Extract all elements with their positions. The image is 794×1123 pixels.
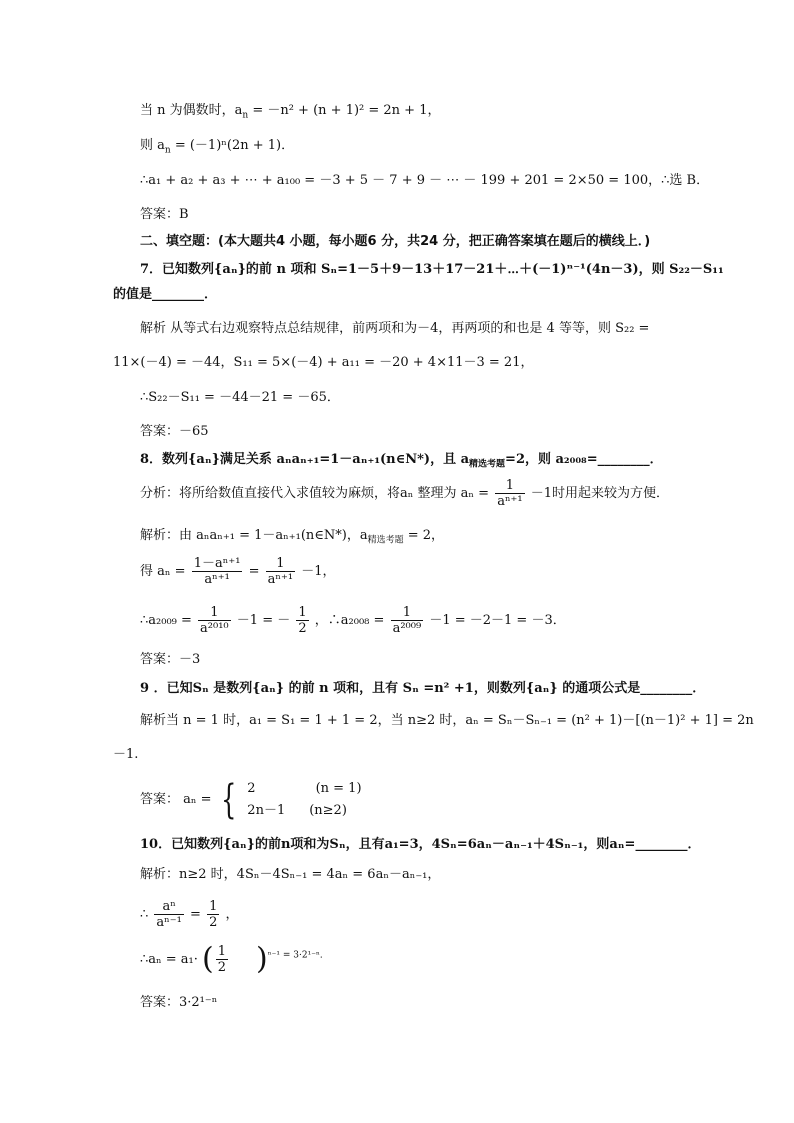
case-value: 2 — [247, 781, 256, 796]
denominator: aⁿ⁺¹ — [497, 494, 523, 509]
text-segment: aₙ = — [183, 792, 212, 807]
text-line — [140, 556, 335, 587]
fraction — [154, 899, 183, 930]
text-line: 11×(－4) = －44，S₁₁ = 5×(－4) + a₁₁ = －20 + 4×11－3 = 21， — [113, 355, 534, 370]
numerator: 1 — [217, 944, 227, 959]
text-line: 解析 从等式右边观察特点总结规律，前两项和为－4，再两项的和也是 4 等等，则 S₂₂ = — [140, 321, 650, 336]
case-row — [247, 800, 361, 822]
right-paren: ) — [256, 941, 268, 977]
text-segment: ， — [225, 907, 239, 922]
text-segment: = — [248, 564, 260, 579]
text-line: 解析当 n = 1 时，a₁ = S₁ = 1 + 1 = 2，当 n≥2 时，aₙ = Sₙ－Sₙ₋₁ = (n² + 1)－[(n－1)² + 1] = 2n — [140, 713, 754, 728]
case-value: 2n－1 — [247, 803, 286, 818]
text-line: －1. — [113, 747, 139, 762]
answer-line — [140, 778, 362, 822]
subscript: n — [242, 110, 249, 121]
text-segment: 当 n 为偶数时，a — [140, 103, 243, 118]
answer-line: 答案：B — [140, 207, 189, 222]
denominator: 2 — [209, 915, 218, 930]
fraction — [207, 899, 219, 930]
text-line — [140, 941, 329, 977]
fraction — [216, 944, 228, 975]
denominator: 2 — [217, 960, 227, 975]
denominator: aⁿ⁺¹ — [204, 572, 230, 587]
text-segment: 分析：将所给数值直接代入求值较为麻烦，将aₙ 整理为 aₙ = — [140, 486, 490, 501]
text-line — [140, 478, 669, 509]
text-segment: = — [190, 907, 201, 922]
text-segment: ∴aₙ = a₁· — [140, 952, 198, 967]
text-segment: 8．数列{aₙ}满足关系 aₙaₙ₊₁=1－aₙ₊₁(n∈N*)，且 a — [140, 452, 470, 467]
case-row — [247, 778, 361, 800]
denominator: aⁿ⁻¹ — [156, 915, 182, 930]
numerator: 1 — [198, 605, 231, 621]
denominator: a²⁰⁰⁹ — [392, 621, 422, 636]
text-segment: = －n² + (n + 1)² = 2n + 1， — [248, 103, 441, 118]
fraction — [495, 478, 524, 509]
fraction — [296, 605, 308, 636]
text-line: ∴S₂₂－S₁₁ = －44－21 = －65． — [140, 390, 340, 405]
denominator: aⁿ⁺¹ — [267, 572, 294, 587]
text-segment: ∴a₂₀₀₉ = — [140, 613, 192, 628]
numerator: 1 — [266, 556, 295, 572]
text-line: 解析：n≥2 时，4Sₙ－4Sₙ₋₁ = 4aₙ = 6aₙ－aₙ₋₁， — [140, 867, 441, 882]
fraction — [391, 605, 424, 636]
text-segment: 解析：由 aₙaₙ₊₁ = 1－aₙ₊₁(n∈N*)，a — [140, 528, 368, 543]
answer-line: 答案：－65 — [140, 424, 209, 439]
fraction — [266, 556, 295, 587]
subscript: 精选考题 — [469, 459, 506, 470]
text-line — [140, 605, 566, 636]
numerator: 1 — [391, 605, 424, 621]
question-7: 7．已知数列{aₙ}的前 n 项和 Sₙ=1－5＋9－13＋17－21＋⋯＋(－1)ⁿ⁻¹(4n－3)，则 S₂₂－S₁₁ — [140, 262, 724, 277]
text-segment: ∴ — [140, 907, 149, 922]
text-line — [140, 137, 294, 160]
left-brace: { — [220, 777, 237, 823]
numerator: 1 — [495, 478, 524, 494]
text-segment: =2，则 a₂₀₀₈=________． — [505, 452, 663, 467]
numerator: 1 — [209, 899, 218, 914]
case-condition: (n≥2) — [309, 803, 347, 818]
numerator: 1 — [298, 605, 307, 620]
question-8 — [140, 451, 663, 474]
case-condition: (n = 1) — [315, 781, 362, 796]
text-segment: 得 aₙ = — [140, 564, 186, 579]
question-9: 9 ．已知Sₙ 是数列{aₙ} 的前 n 项和，且有 Sₙ =n² +1，则数列{aₙ} 的通项公式是________． — [140, 681, 706, 696]
subscript: n — [164, 145, 171, 156]
text-segment: －1 = － — [236, 613, 291, 628]
subscript: 精选考题 — [367, 535, 404, 546]
text-segment: －1时用起来较为方便． — [530, 486, 670, 501]
text-line — [140, 527, 444, 550]
denominator: 2 — [298, 621, 307, 636]
text-line — [140, 899, 239, 930]
numerator: 1－aⁿ⁺¹ — [193, 556, 241, 571]
answer-line: 答案：3·2¹⁻ⁿ — [140, 995, 218, 1010]
superscript: ⁿ⁻¹ = 3·2¹⁻ⁿ． — [267, 950, 329, 961]
text-segment: = (－1)ⁿ(2n + 1)． — [170, 138, 295, 153]
text-segment: 则 a — [140, 138, 165, 153]
fraction — [192, 556, 243, 587]
text-segment: －1， — [301, 564, 336, 579]
denominator: a²⁰¹⁰ — [200, 621, 229, 636]
left-paren: ( — [202, 941, 214, 977]
question-7-continuation: 的值是________． — [113, 287, 218, 302]
question-10: 10．已知数列{aₙ}的前n项和为Sₙ，且有a₁=3，4Sₙ=6aₙ－aₙ₋₁＋4Sₙ₋₁，则aₙ=________． — [140, 837, 701, 852]
text-line: ∴a₁ + a₂ + a₃ + ⋯ + a₁₀₀ = －3 + 5 － 7 + 9 － ⋯ － 199 + 201 = 2×50 = 100，∴选 B． — [140, 173, 710, 188]
text-segment: －1 = －2－1 = －3． — [429, 613, 566, 628]
text-segment: 答案： — [140, 792, 180, 807]
numerator: aⁿ — [154, 899, 183, 915]
answer-line: 答案：－3 — [140, 652, 201, 667]
text-segment: = 2， — [403, 528, 445, 543]
text-line — [140, 102, 440, 125]
section-heading: 二、填空题：(本大题共4 小题，每小题6 分，共24 分，把正确答案填在题后的横线上．) — [140, 234, 651, 249]
piecewise-cases — [247, 778, 361, 822]
fraction — [198, 605, 231, 636]
text-segment: ，∴a₂₀₀₈ = — [314, 613, 385, 628]
